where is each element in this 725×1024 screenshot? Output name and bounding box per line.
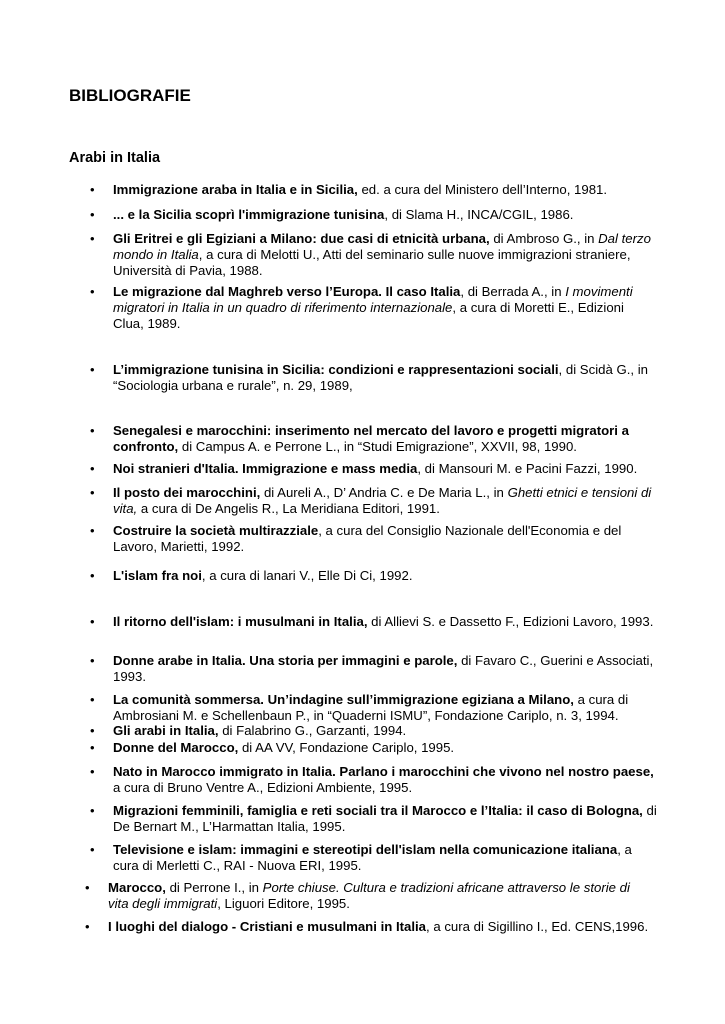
- entry-title: Migrazioni femminili, famiglia e reti sociali tra il Marocco e l’Italia: il caso di Bologna,: [113, 803, 643, 818]
- bullet-icon: •: [90, 523, 95, 538]
- page-title: BIBLIOGRAFIE: [69, 86, 191, 105]
- bullet-icon: •: [90, 842, 95, 857]
- entry-title: Costruire la società multirazziale: [113, 523, 319, 538]
- bibliography-entry: [90, 207, 658, 223]
- bibliography-entry: [90, 362, 658, 394]
- entry-details: di De Bernart M., L’Harmattan Italia, 1995.: [113, 803, 657, 834]
- bibliography-entry: [90, 485, 658, 517]
- bullet-icon: •: [90, 423, 95, 438]
- entry-details: , a cura di Sigillino I., Ed. CENS,1996.: [426, 919, 649, 934]
- entry-source-title: Porte chiuse. Cultura e tradizioni africane attraverso le storie di vita degli immigrati: [108, 880, 630, 911]
- bullet-icon: •: [90, 692, 95, 707]
- bullet-icon: •: [90, 461, 95, 476]
- entry-details: di Favaro C., Guerini e Associati, 1993.: [113, 653, 654, 684]
- entry-title: L'islam fra noi: [113, 568, 202, 583]
- entry-details: di Falabrino G., Garzanti, 1994.: [218, 723, 407, 738]
- bullet-icon: •: [90, 231, 95, 246]
- bullet-icon: •: [90, 568, 95, 583]
- entry-title: Donne del Marocco,: [113, 740, 239, 755]
- entry-title: Noi stranieri d'Italia. Immigrazione e mass media: [113, 461, 418, 476]
- entry-title: Il ritorno dell'islam: i musulmani in Italia,: [113, 614, 368, 629]
- bullet-icon: •: [90, 723, 95, 738]
- entry-details: di Allievi S. e Dassetto F., Edizioni Lavoro, 1993.: [367, 614, 654, 629]
- bibliography-entry: [90, 523, 658, 555]
- bibliography-entry: [90, 740, 658, 756]
- bullet-icon: •: [85, 919, 90, 934]
- bibliography-entry: [85, 880, 653, 912]
- entry-details: , a cura di Melotti U., Atti del seminario sulle nuove immigrazioni straniere, Università di Pavia, 1988.: [113, 247, 631, 278]
- bullet-icon: •: [90, 614, 95, 629]
- entry-author: , di Berrada A., in: [460, 284, 566, 299]
- entry-title: Senegalesi e marocchini: inserimento nel mercato del lavoro e progetti migratori a confronto,: [113, 423, 629, 454]
- bibliography-entry: [90, 231, 658, 279]
- bibliography-entry: [90, 614, 658, 630]
- bullet-icon: •: [90, 284, 95, 299]
- entry-author: di Aureli A., D’ Andria C. e De Maria L., in: [260, 485, 508, 500]
- entry-details: , di Scidà G., in “Sociologia urbana e rurale”, n. 29, 1989,: [113, 362, 648, 393]
- entry-details: ed. a cura del Ministero dell’Interno, 1981.: [357, 182, 608, 197]
- entry-title: Gli arabi in Italia,: [113, 723, 219, 738]
- entry-details: a cura di Bruno Ventre A., Edizioni Ambiente, 1995.: [113, 780, 413, 795]
- entry-details: , a cura di lanari V., Elle Di Ci, 1992.: [201, 568, 413, 583]
- entry-details: , di Slama H., INCA/CGIL, 1986.: [384, 207, 574, 222]
- entry-details: di Campus A. e Perrone L., in “Studi Emigrazione”, XXVII, 98, 1990.: [178, 439, 577, 454]
- bibliography-entry: [90, 461, 658, 477]
- bibliography-entry: [90, 692, 658, 724]
- bibliography-entry: [90, 723, 658, 739]
- bullet-icon: •: [90, 740, 95, 755]
- bullet-icon: •: [90, 653, 95, 668]
- entry-title: Il posto dei marocchini,: [113, 485, 261, 500]
- entry-title: Immigrazione araba in Italia e in Sicilia,: [113, 182, 358, 197]
- bibliography-entry: [90, 568, 658, 584]
- bullet-icon: •: [85, 880, 90, 895]
- entry-details: a cura di De Angelis R., La Meridiana Editori, 1991.: [137, 501, 440, 516]
- bibliography-entry: [90, 803, 658, 835]
- entry-title: I luoghi del dialogo - Cristiani e musulmani in Italia: [108, 919, 427, 934]
- bullet-icon: •: [90, 764, 95, 779]
- entry-details: , a cura di Merletti C., RAI - Nuova ERI, 1995.: [113, 842, 632, 873]
- entry-title: Marocco,: [108, 880, 166, 895]
- entry-details: , a cura di Moretti E., Edizioni Clua, 1989.: [113, 300, 624, 331]
- bullet-icon: •: [90, 362, 95, 377]
- bibliography-entry: [90, 182, 658, 198]
- entry-details: a cura di Ambrosiani M. e Schellenbaun P., in “Quaderni ISMU”, Fondazione Cariplo, n. 3, 1994.: [113, 692, 629, 723]
- bullet-icon: •: [90, 182, 95, 197]
- bibliography-entry: [90, 284, 658, 332]
- bibliography-entry: [90, 842, 658, 874]
- entry-title: L’immigrazione tunisina in Sicilia: condizioni e rappresentazioni sociali: [113, 362, 559, 377]
- entry-source-title: Dal terzo mondo in Italia: [113, 231, 651, 262]
- entry-details: , a cura del Consiglio Nazionale dell'Economia e del Lavoro, Marietti, 1992.: [113, 523, 622, 554]
- entry-title: Donne arabe in Italia. Una storia per immagini e parole,: [113, 653, 458, 668]
- entry-author: di Ambroso G., in: [489, 231, 599, 246]
- entry-details: di AA VV, Fondazione Cariplo, 1995.: [238, 740, 455, 755]
- entry-author: di Perrone I., in: [165, 880, 263, 895]
- entry-title: Televisione e islam: immagini e stereotipi dell'islam nella comunicazione italiana: [113, 842, 618, 857]
- entry-source-title: Ghetti etnici e tensioni di vita,: [113, 485, 652, 516]
- entry-source-title: I movimenti migratori in Italia in un quadro di riferimento internazionale: [113, 284, 633, 315]
- entry-title: Gli Eritrei e gli Egiziani a Milano: due casi di etnicità urbana,: [113, 231, 490, 246]
- bullet-icon: •: [90, 803, 95, 818]
- entry-title: La comunità sommersa. Un’indagine sull’immigrazione egiziana a Milano,: [113, 692, 574, 707]
- entry-title: ... e la Sicilia scoprì l'immigrazione tunisina: [113, 207, 385, 222]
- bibliography-entry: [85, 919, 653, 935]
- bullet-icon: •: [90, 485, 95, 500]
- entry-details: , di Mansouri M. e Pacini Fazzi, 1990.: [417, 461, 638, 476]
- bibliography-entry: [90, 653, 658, 685]
- entry-details: , Liguori Editore, 1995.: [217, 896, 350, 911]
- bibliography-entry: [90, 764, 658, 796]
- bullet-icon: •: [90, 207, 95, 222]
- entry-title: Le migrazione dal Maghreb verso l’Europa. Il caso Italia: [113, 284, 461, 299]
- section-title: Arabi in Italia: [69, 150, 161, 166]
- bibliography-entry: [90, 423, 658, 455]
- entry-title: Nato in Marocco immigrato in Italia. Parlano i marocchini che vivono nel nostro paese,: [113, 764, 654, 779]
